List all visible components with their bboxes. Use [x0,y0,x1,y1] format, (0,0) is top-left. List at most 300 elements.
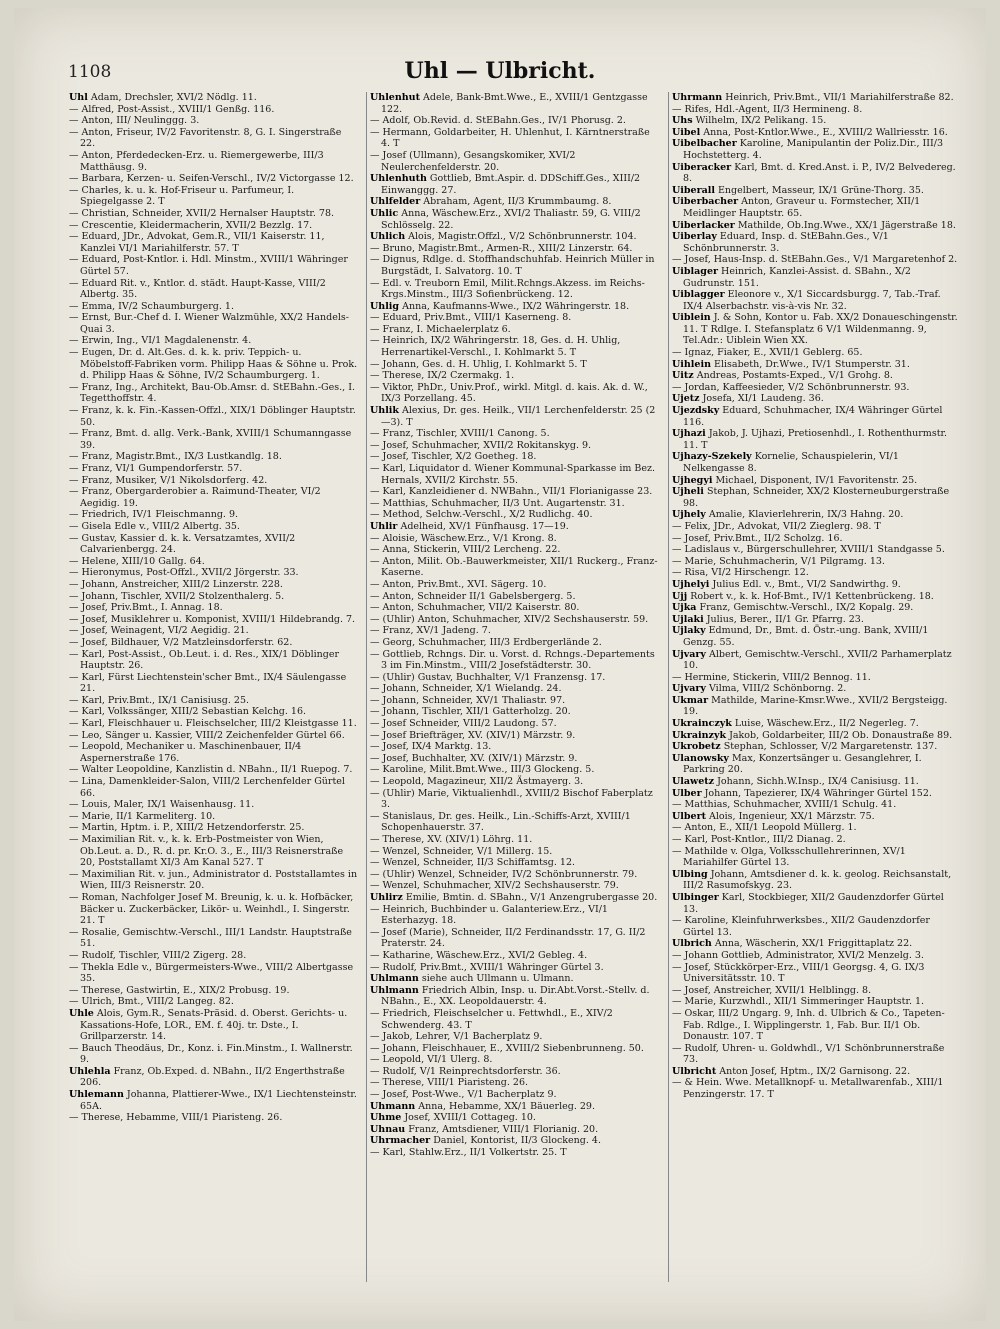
directory-entry [69,706,358,718]
entry-text: Alois, Gym.R., Senats-Präsid. d. Oberst. Gerichts- u. Kassations-Hofe, LOR., EM. f. 40j. tr. Dste., I. Grillparzerstr. 14. [80,1007,348,1043]
entry-text: — Leo, Sänger u. Kassier, VIII/2 Zeichenfelder Gürtel 66. [69,729,345,741]
entry-text: — Josef, Weinagent, VI/2 Aegidig. 21. [69,625,249,637]
directory-entry [672,544,961,556]
directory-entry [69,950,358,962]
entry-surname: Uhme [370,1112,402,1124]
entry-text: Anna, Wäscherin, XX/1 Friggittaplatz 22. [714,938,913,950]
entry-text: — Lina, Damenkleider-Salon, VIII/2 Lerchenfelder Gürtel 66. [69,776,345,799]
directory-entry [672,359,961,371]
directory-entry [370,602,659,614]
entry-text: — Anton, Milit. Ob.-Bauwerkmeister, XII/1 Ruckerg., Franz-Kaserne. [370,555,658,579]
entry-text: Anna, Post-Kntlor.Wwe., E., XVIII/2 Wallriesstr. 16. [703,126,948,138]
directory-entry [672,1043,961,1066]
entry-text: — Rosalie, Gemischtw.-Verschl., III/1 Landstr. Hauptstraße 51. [69,926,352,950]
entry-text: — Gisela Edle v., VIII/2 Albertg. 35. [69,520,240,532]
directory-entry [370,776,659,788]
entry-text: — Risa, VI/2 Hirschengr. 12. [672,567,809,579]
entry-text: — Felix, JDr., Advokat, VII/2 Zieglerg. 98. T [672,520,881,532]
directory-entry [370,927,659,950]
directory-entry [672,1077,961,1100]
entry-text: Robert v., k. k. Hof-Bmt., IV/1 Kettenbrückeng. 18. [690,590,934,602]
entry-text: — Franz, Ing., Architekt, Bau-Ob.Amsr. d. StEBahn.-Ges., I. Tegetthoffstr. 4. [69,381,355,405]
directory-entry [370,672,659,684]
entry-text: — Thekla Edle v., Bürgermeisters-Wwe., VIII/2 Albertgasse 35. [69,961,354,985]
directory-entry [370,463,659,486]
directory-entry [69,382,358,405]
entry-text: — Hieronymus, Post-Offzl., XVII/2 Jörgerstr. 33. [69,567,299,579]
entry-surname: Uiblein [672,312,711,324]
directory-entry [370,1031,659,1043]
directory-entry [69,150,358,173]
directory-entry [370,1112,659,1124]
directory-entry [370,231,659,243]
directory-entry [69,892,358,927]
entry-text: — (Uhlir) Anton, Schuhmacher, XIV/2 Sechshauserstr. 59. [370,613,649,625]
directory-entry [672,533,961,545]
entry-text: Anna, Kaufmanns-Wwe., IX/2 Währingerstr. 18. [402,300,630,312]
entry-text: Karl, Stockbieger, XII/2 Gaudenzdorfer Gürtel 13. [683,891,944,915]
entry-text: — Franz, Tischler, XVIII/1 Canong. 5. [370,428,550,440]
entry-text: — Therese, IX/2 Czermakg. 1. [370,370,515,382]
directory-entry [370,741,659,753]
entry-surname: Uiberall [672,184,715,196]
directory-entry [370,173,659,196]
directory-entry [69,869,358,892]
directory-entry [370,880,659,892]
entry-text: — Jakob, Lehrer, V/1 Bacherplatz 9. [370,1031,543,1043]
entry-text: — Maximilian Rit. v., k. k. Erb-Postmeister von Wien, Ob.Leut. a. D., R. d. pr. Kr.O. 3., E., III/3 Reisnerstraße 20, Poststallamt XI/3 Am Kanal 527. T [69,834,344,869]
directory-entry [672,649,961,672]
directory-entry [672,869,961,892]
entry-text: — Franz, k. k. Fin.-Kassen-Offzl., XIX/1 Döblinger Hauptstr. 50. [69,405,356,428]
entry-text: — Hermine, Stickerin, VIII/2 Bennog. 11. [672,671,871,683]
entry-text: — Rudolf, Priv.Bmt., XVIII/1 Währinger Gürtel 3. [370,961,604,973]
entry-text: — Jordan, Kaffeesieder, V/2 Schönbrunnerstr. 93. [672,381,910,393]
entry-surname: Uhlmann [370,984,419,996]
directory-entry [672,625,961,648]
entry-surname: Ukmar [672,694,709,706]
directory-entry [370,196,659,208]
entry-surname: Uhlemann [69,1089,124,1101]
directory-entry [69,521,358,533]
directory-entry [370,811,659,834]
directory-entry [672,962,961,985]
directory-entry [370,718,659,730]
entry-text: — Josef, Schuhmacher, XVII/2 Rokitanskyg. 9. [370,439,592,451]
entry-text: Josef, XVIII/1 Cottageg. 10. [404,1112,536,1124]
entry-text: — Anton, Schuhmacher, VII/2 Kaiserstr. 80. [370,602,580,614]
entry-surname: Uhlik [370,405,399,417]
entry-surname: Uhrmacher [370,1135,431,1147]
entry-text: — Heinrich, Buchbinder u. Galanteriew.Erz., VI/1 Esterhazyg. 18. [370,903,608,927]
directory-entry [672,811,961,823]
directory-entry [69,799,358,811]
entry-text: — Bauch Theodäus, Dr., Konz. i. Fin.Minstm., I. Wallnerstr. 9. [69,1042,353,1066]
entry-text: Franz, Gemischtw.-Verschl., IX/2 Kopalg. 29. [699,602,914,614]
entry-text: Adam, Drechsler, XVI/2 Nödlg. 11. [90,92,257,103]
directory-entry [672,370,961,382]
entry-text: — Marie, Kurzwhdl., XII/1 Simmeringer Hauptstr. 1. [672,996,925,1008]
entry-surname: Uihlein [672,358,711,370]
entry-surname: Uhlenhut [370,92,420,103]
directory-entry [370,1008,659,1031]
entry-surname: Uiberacker [672,161,732,173]
entry-surname: Ujka [672,602,697,614]
entry-text: — Aloisie, Wäschew.Erz., V/1 Krong. 8. [370,532,557,544]
directory-entry [370,451,659,463]
entry-text: — Wenzel, Schuhmacher, XIV/2 Sechshauserstr. 79. [370,880,619,892]
entry-surname: Ulanowsky [672,752,729,764]
directory-entry [370,788,659,811]
directory-entry [672,254,961,266]
entry-text: — Eduard, Post-Kntlor. i. Hdl. Minstm., XVIII/1 Währinger Gürtel 57. [69,254,348,277]
directory-entry [370,706,659,718]
entry-surname: Ujheli [672,486,704,498]
entry-text: Adelheid, XV/1 Fünfhausg. 17—19. [400,520,569,532]
directory-entry [672,475,961,487]
directory-entry [69,996,358,1008]
entry-text: — Bruno, Magistr.Bmt., Armen-R., XIII/2 Linzerstr. 64. [370,242,633,254]
directory-entry [69,764,358,776]
entry-text: — Franz, Musiker, V/1 Nikolsdorferg. 42. [69,474,268,486]
directory-entry [69,231,358,254]
entry-text: Johann, Tapezierer, IX/4 Währinger Gürtel 152. [704,787,932,799]
entry-surname: Uhs [672,115,693,127]
entry-surname: Uhlirz [370,891,403,903]
directory-entry [370,962,659,974]
entry-text: — Rudolf, Uhren- u. Goldwhdl., V/1 Schönbrunnerstraße 73. [672,1042,945,1066]
entry-text: — Josef, Haus-Insp. d. StEBahn.Ges., V/1 Margaretenhof 2. [672,254,958,266]
directory-entry [672,162,961,185]
entry-text: — Josef, Musiklehrer u. Komponist, XVIII/1 Hildebrandg. 7. [69,613,356,625]
entry-text: Kornelie, Schauspielerin, VI/1 Nelkengasse 8. [683,451,899,474]
directory-entry [370,950,659,962]
directory-entry [370,115,659,127]
entry-text: Vilma, VIII/2 Schönborng. 2. [708,683,847,695]
entry-text: — Rifes, Hdl.-Agent, II/3 Hermineng. 8. [672,103,863,115]
entry-surname: Uhle [69,1007,94,1019]
directory-entry [672,138,961,161]
entry-text: — Mathilde v. Olga, Volksschullehrerinnen, XV/1 Mariahilfer Gürtel 13. [672,845,906,869]
directory-entry [69,278,358,301]
entry-text: — Katharine, Wäschew.Erz., XVI/2 Gebleg. 4. [370,949,588,961]
directory-entry [69,486,358,509]
entry-text: — Anton, III/ Neulinggg. 3. [69,115,200,127]
entry-text: — Josef, Anstreicher, XVII/1 Helblingg. 8. [672,984,872,996]
entry-text: — Edl. v. Treuborn Emil, Milit.Rchngs.Akzess. im Reichs-Krgs.Minstm., III/3 Sofienbrückeng. 12. [370,277,645,301]
directory-entry [672,347,961,359]
entry-surname: Ujhegyi [672,474,713,486]
directory-entry [672,602,961,614]
entry-text: — Eugen, Dr. d. Alt.Ges. d. k. k. priv. Teppich- u. Möbelstoff-Fabriken vorm. Philipp Haas & Söhne u. Prok. d. Philipp Haas & Söhne, IV/2 Schaumburgerg. 1. [69,347,358,382]
entry-text: — Martin, Hptm. i. P., XIII/2 Hetzendorferstr. 25. [69,822,305,834]
directory-entry [69,173,358,185]
directory-entry [69,1008,358,1043]
directory-entry [672,428,961,451]
entry-text: — Friedrich, IV/1 Fleischmanng. 9. [69,509,239,521]
directory-entry [370,440,659,452]
entry-text: — Stanislaus, Dr. ges. Heilk., Lin.-Schiffs-Arzt, XVIII/1 Schopenhauerstr. 37. [370,810,631,834]
directory-entry [370,254,659,277]
directory-entry [672,405,961,428]
directory-entry [69,220,358,232]
entry-text: — Therese, Hebamme, VIII/1 Piaristeng. 26. [69,1112,283,1124]
column-1 [66,92,362,1282]
entry-text: — Karl, Post-Kntlor., III/2 Dianag. 2. [672,834,846,845]
directory-entry [370,1043,659,1055]
entry-surname: Ujvary [672,683,706,695]
entry-text: — Franz, Magistr.Bmt., IX/3 Lustkandlg. 18. [69,451,282,463]
directory-entry [69,822,358,834]
entry-text: — Johann, Schneider, XV/1 Thaliastr. 97. [370,694,566,706]
directory-entry [672,950,961,962]
entry-text: — Karl, Liquidator d. Wiener Kommunal-Sparkasse im Bez. Hernals, XVII/2 Kirchstr. 55. [370,463,656,486]
entry-text: Daniel, Kontorist, II/3 Glockeng. 4. [433,1135,601,1147]
entry-surname: Ujhelyi [672,578,710,590]
directory-entry [370,312,659,324]
entry-text: — Therese, Gastwirtin, E., XIX/2 Probusg. 19. [69,984,290,996]
entry-text: — Ulrich, Bmt., VIII/2 Langeg. 82. [69,996,234,1008]
directory-entry [69,208,358,220]
entry-text: — Josef, Priv.Bmt., I. Annag. 18. [69,602,223,614]
entry-text: Eduard, Insp. d. StEBahn.Ges., V/1 Schönbrunnerstr. 3. [683,231,889,254]
directory-entry [370,405,659,428]
directory-entry [370,359,659,371]
entry-text: — Josef, Buchhalter, XV. (XIV/1) Märzstr. 9. [370,752,578,764]
entry-text: — Anton, E., XII/1 Leopold Müllerg. 1. [672,822,857,834]
directory-entry [69,962,358,985]
entry-text: — Josef, Stückkörper-Erz., VIII/1 Georgsg. 4, G. IX/3 Universitätsstr. 10. T [672,961,925,985]
entry-surname: Uitz [672,370,694,382]
directory-entry [370,869,659,881]
entry-text: Heinrich, Kanzlei-Assist. d. SBahn., X/2 Gudrunstr. 151. [683,265,911,289]
entry-text: — Karl, Stahlw.Erz., II/1 Volkertstr. 25. T [370,1147,567,1159]
directory-entry [672,996,961,1008]
directory-entry [370,1089,659,1101]
entry-surname: Ukrobetz [672,741,721,753]
directory-entry [672,938,961,950]
entry-text: siehe auch Ullmann u. Ulmann. [421,973,574,985]
entry-text: — Eduard, Priv.Bmt., VIII/1 Kaserneng. 8. [370,312,572,324]
directory-entry [672,486,961,509]
directory-entry [370,521,659,533]
entry-text: — Franz, XV/1 Jadeng. 7. [370,625,491,637]
entry-text: — Josef, Post-Wwe., V/1 Bacherplatz 9. [370,1089,557,1101]
directory-entry [69,115,358,127]
entry-surname: Uhlig [370,300,400,312]
directory-entry [370,753,659,765]
directory-entry [672,115,961,127]
entry-text: Anton, Graveur u. Formstecher, XII/1 Meidlinger Hauptstr. 65. [683,196,921,219]
entry-text: — Josef Briefträger, XV. (XIV/1) Märzstr. 9. [370,729,576,741]
entry-text: Eleonore v., X/1 Siccardsburgg. 7, Tab.-Traf. IX/4 Alserbachstr. vis-à-vis Nr. 32. [683,289,941,312]
entry-text: — Emma, IV/2 Schaumburgerg. 1. [69,300,234,312]
entry-text: — Matthias, Schuhmacher, II/3 Unt. Augartenstr. 31. [370,497,625,509]
entry-surname: Uibel [672,126,701,138]
entry-surname: Ujj [672,590,688,602]
directory-entry [69,428,358,451]
directory-entry [370,509,659,521]
entry-text: — Anna, Stickerin, VIII/2 Lercheng. 22. [370,544,561,556]
directory-entry [672,672,961,684]
directory-entry [69,312,358,335]
directory-entry [672,451,961,474]
directory-entry [370,904,659,927]
directory-entry [69,602,358,614]
entry-text: Jakob, Goldarbeiter, III/2 Ob. Donaustraße 89. [729,729,953,741]
directory-entry [672,695,961,718]
entry-text: Karl, Bmt. d. Kred.Anst. i. P., IV/2 Belvedereg. 8. [683,161,956,185]
entry-text: — Josef Schneider, VIII/2 Laudong. 57. [370,718,557,730]
entry-surname: Uhlir [370,520,398,532]
directory-entry [672,393,961,405]
entry-text: Engelbert, Masseur, IX/1 Grüne-Thorg. 35. [718,184,924,196]
entry-surname: Ulbricht [672,1065,717,1077]
entry-text: — Johann, Anstreicher, XIII/2 Linzerstr. 228. [69,578,283,590]
directory-entry [69,335,358,347]
entry-surname: Uiblagger [672,289,725,301]
entry-text: — Franz, I. Michaelerplatz 6. [370,323,511,335]
entry-text: — Oskar, III/2 Ungarg. 9, Inh. d. Ulbrich & Co., Tapeten-Fab. Rdlge., I. Wipplingerstr. 1, Fab. Bur. II/1 Ob. Donaustr. 107. T [672,1007,945,1043]
directory-entry [370,370,659,382]
page-header [14,60,986,90]
entry-text: — Karl, Post-Assist., Ob.Leut. i. d. Res., XIX/1 Döblinger Hauptstr. 26. [69,648,340,672]
entry-text: Johanna, Plattierer-Wwe., IX/1 Liechtensteinstr. 65A. [80,1089,357,1112]
entry-text: Edmund, Dr., Bmt. d. Östr.-ung. Bank, XVIII/1 Genzg. 55. [683,625,929,648]
directory-entry [69,92,358,104]
entry-surname: Uhl [69,92,88,103]
entry-text: — Ladislaus v., Bürgerschullehrer, XVIII/1 Standgasse 5. [672,544,945,556]
directory-entry [69,405,358,428]
directory-entry [370,1124,659,1136]
entry-text: Franz, Ob.Exped. d. NBahn., II/2 Engerthstraße 206. [80,1065,345,1089]
entry-surname: Ulber [672,787,702,799]
directory-entry [672,312,961,347]
entry-text: — Viktor, PhDr., Univ.Prof., wirkl. Mitgl. d. kais. Ak. d. W., IX/3 Porzellang. 45. [370,381,648,405]
entry-text: — Marie, II/1 Karmeliterg. 10. [69,810,216,822]
directory-entry [370,764,659,776]
entry-text: — Josef, Priv.Bmt., II/2 Scholzg. 16. [672,532,843,544]
entry-text: — Crescentie, Kleidermacherin, XVII/2 Bezzlg. 17. [69,219,313,231]
entry-text: — (Uhlir) Wenzel, Schneider, IV/2 Schönbrunnerstr. 79. [370,868,638,880]
entry-text: Emilie, Bmtin. d. SBahn., V/1 Anzengrubergasse 20. [405,891,658,903]
entry-text: Alois, Magistr.Offzl., V/2 Schönbrunnerstr. 104. [408,231,637,243]
entry-text: J. & Sohn, Kontor u. Fab. XX/2 Donaueschingenstr. 11. T Rdlge. I. Stefansplatz 6 V/1 Wildenmanng. 9, Tel.Adr.: Uiblein Wien XX. [683,312,958,347]
directory-entry [370,556,659,579]
entry-surname: Uhlich [370,231,406,243]
entry-text: — Therese, VIII/1 Piaristeng. 26. [370,1077,529,1089]
entry-surname: Ulbert [672,810,706,822]
entry-text: — Johann Gottlieb, Administrator, XVI/2 Menzelg. 3. [672,949,924,961]
entry-text: — Anton, Schneider II/1 Gabelsbergerg. 5. [370,590,576,602]
entry-text: — Eduard, JDr., Advokat, Gem.R., VII/1 Kaiserstr. 11, Kanzlei VI/1 Mariahilferstr. 57. T [69,231,325,254]
entry-surname: Ujezdsky [672,405,720,417]
directory-entry [370,486,659,498]
entry-text: Mathilde, Marine-Kmsr.Wwe., XVII/2 Bergsteigg. 19. [683,694,948,718]
entry-text: — Eduard Rit. v., Kntlor. d. städt. Haupt-Kasse, VIII/2 Albertg. 35. [69,277,326,301]
directory-entry [672,753,961,776]
directory-entry [69,811,358,823]
directory-entry [69,533,358,556]
directory-entry [672,788,961,800]
entry-surname: Uhlenhuth [370,173,427,185]
entry-text: — Walter Leopoldine, Kanzlistin d. NBahn., II/1 Ruepog. 7. [69,764,353,776]
entry-surname: Ulawetz [672,776,715,788]
directory-entry [69,637,358,649]
directory-entry [370,985,659,1008]
directory-entry [672,231,961,254]
directory-entry [370,1135,659,1147]
directory-entry [672,289,961,312]
entry-surname: Ujetz [672,393,700,405]
entry-text: — Louis, Maler, IX/1 Waisenhausg. 11. [69,799,255,811]
directory-entry [370,498,659,510]
entry-text: — Karl, Fürst Liechtenstein'scher Bmt., IX/4 Säulengasse 21. [69,671,347,695]
entry-text: — Alfred, Post-Assist., XVIII/1 Genßg. 116. [69,103,275,115]
entry-surname: Uibelbacher [672,138,737,150]
directory-entry [672,127,961,139]
directory-entry [69,776,358,799]
entry-surname: Ujhazy-Szekely [672,451,752,463]
directory-entry [370,92,659,115]
entry-text: Andreas, Postamts-Exped., V/1 Grohg. 8. [696,370,893,382]
directory-entry [69,985,358,997]
directory-entry [672,892,961,915]
directory-entry [672,556,961,568]
directory-entry [370,301,659,313]
directory-entry [69,649,358,672]
entry-surname: Ujhazi [672,428,706,440]
directory-entry [370,625,659,637]
directory-entry [370,1066,659,1078]
entry-text: — Rudolf, V/1 Reinprechtsdorferstr. 36. [370,1065,561,1077]
entry-surname: Ulbing [672,868,708,880]
directory-entry [370,846,659,858]
entry-surname: Uiblager [672,265,718,277]
directory-entry [69,1112,358,1124]
directory-entry [69,475,358,487]
directory-entry [69,591,358,603]
entry-text: — Karl, Priv.Bmt., IX/1 Canisiusg. 25. [69,694,250,706]
directory-entry [69,718,358,730]
entry-text: Anna, Hebamme, XX/1 Bäuerleg. 29. [418,1100,595,1112]
directory-entry [69,556,358,568]
directory-entry [672,683,961,695]
directory-entry [672,1066,961,1078]
directory-entry [370,324,659,336]
directory-entry [370,208,659,231]
directory-entry [672,718,961,730]
directory-entry [672,509,961,521]
directory-entry [69,1089,358,1112]
directory-entry [370,649,659,672]
directory-entry [370,243,659,255]
entry-text: — Roman, Nachfolger Josef M. Breunig, k. u. k. Hofbäcker, Bäcker u. Zuckerbäcker, Likör- u. Weinhdl., I. Singerstr. 21. T [69,891,354,927]
directory-entry [672,822,961,834]
entry-text: — Franz, VI/1 Gumpendorferstr. 57. [69,463,243,474]
directory-entry [370,730,659,742]
directory-entry [370,1054,659,1066]
directory-entry [672,185,961,197]
entry-text: — Karl, Fleischhauer u. Fleischselcher, III/2 Kleistgasse 11. [69,718,357,730]
entry-text: — Johann, Schneider, X/1 Wielandg. 24. [370,683,562,695]
entry-text: Eduard, Schuhmacher, IX/4 Währinger Gürtel 116. [683,405,943,428]
directory-entry [69,625,358,637]
directory-entry [672,591,961,603]
entry-text: — Friedrich, Fleischselcher u. Fettwhdl., E., XIV/2 Schwenderg. 43. T [370,1007,613,1031]
entry-surname: Ujhely [672,509,706,521]
directory-entry [370,892,659,904]
